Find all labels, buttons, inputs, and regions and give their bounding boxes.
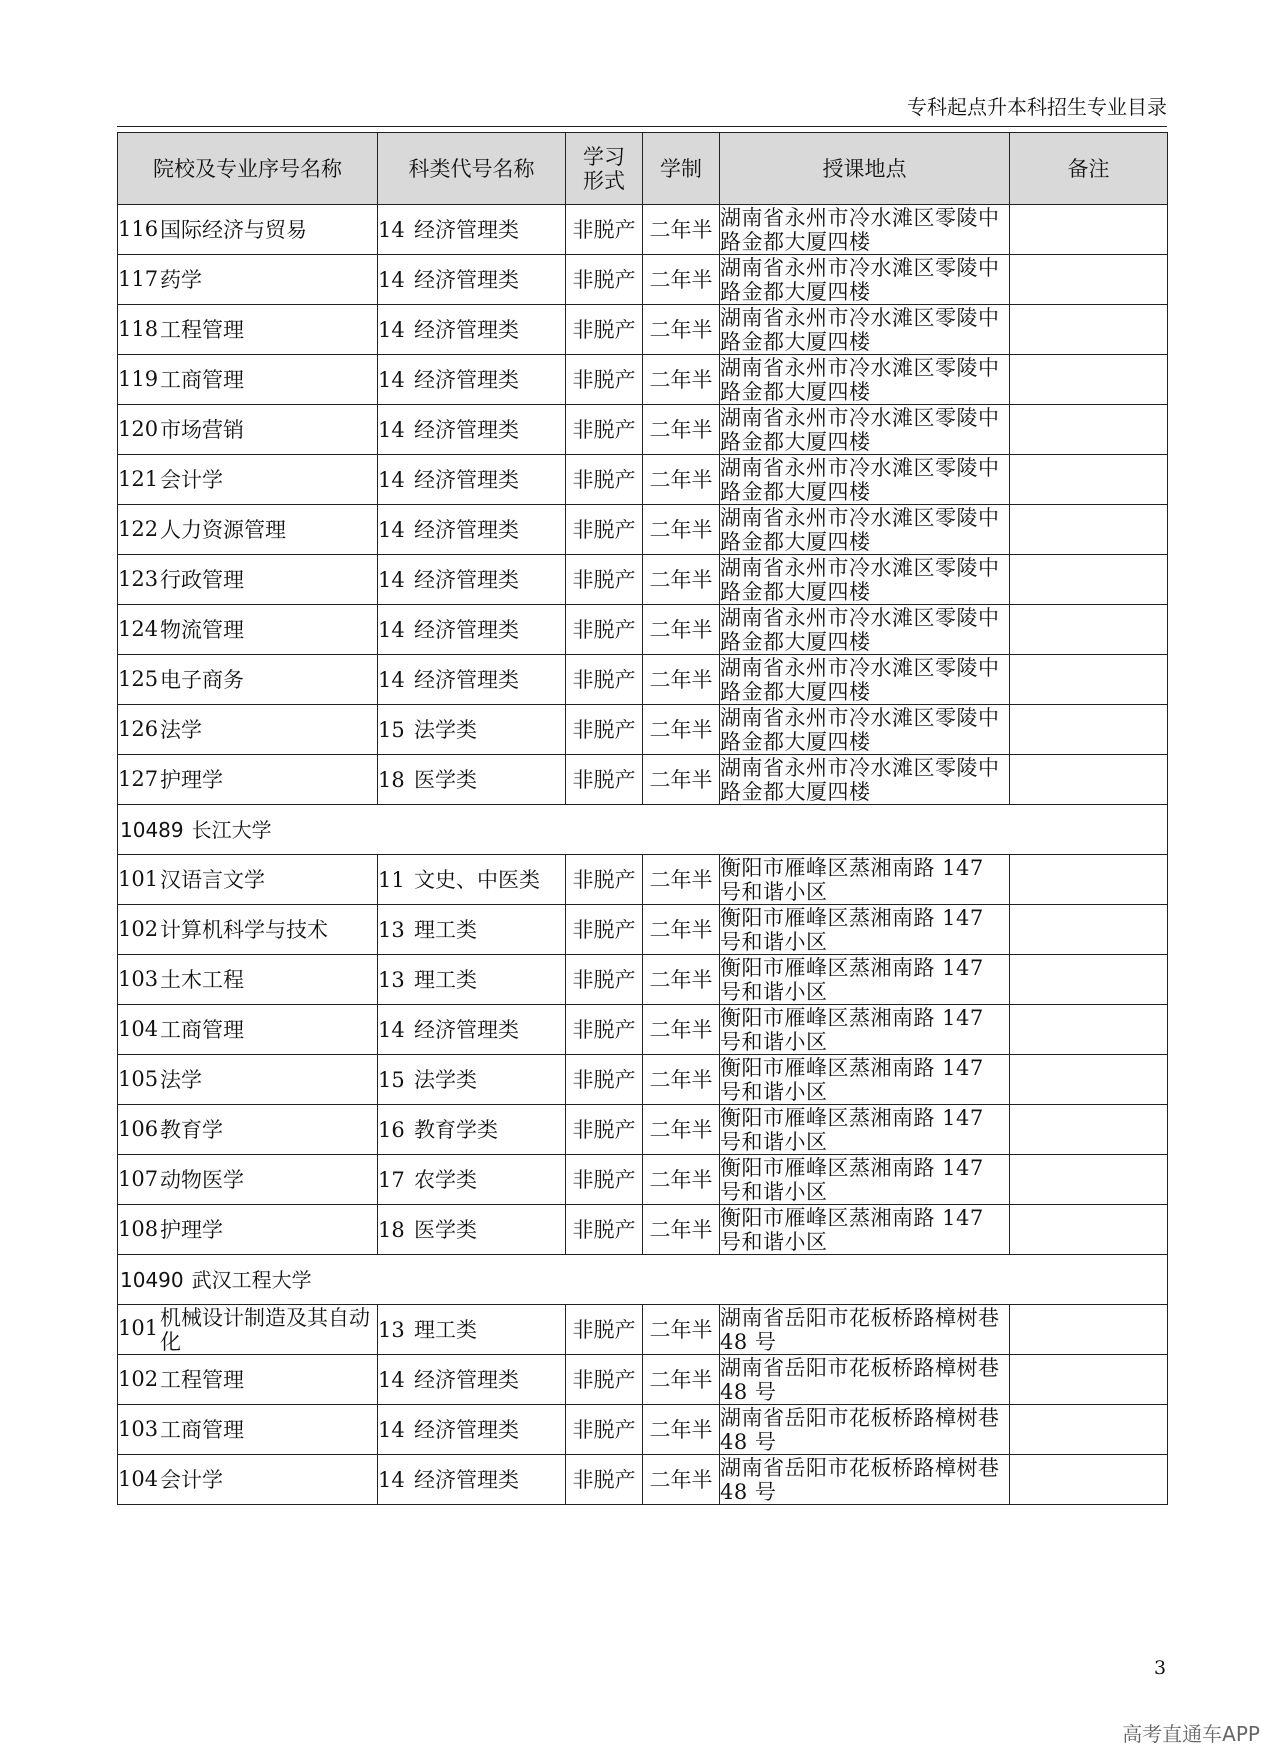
location-cell: 湖南省永州市冷水滩区零陵中路金都大厦四楼 xyxy=(720,305,1010,355)
category-code: 13 xyxy=(378,967,405,992)
major-name: 法学 xyxy=(160,1068,202,1093)
major-number: 124 xyxy=(118,616,159,641)
category-name: 经济管理类 xyxy=(414,1367,519,1392)
category-cell xyxy=(378,205,566,255)
duration-cell: 二年半 xyxy=(643,1005,720,1055)
study-mode-cell: 非脱产 xyxy=(566,355,643,405)
location-cell: 湖南省岳阳市花板桥路樟树巷 48 号 xyxy=(720,1355,1010,1405)
category-code: 11 xyxy=(378,867,405,892)
category-cell xyxy=(378,655,566,705)
table-row xyxy=(118,855,1168,905)
col-header-major: 院校及专业序号名称 xyxy=(118,133,378,205)
duration-cell: 二年半 xyxy=(643,655,720,705)
location-cell: 湖南省永州市冷水滩区零陵中路金都大厦四楼 xyxy=(720,655,1010,705)
study-mode-cell: 非脱产 xyxy=(566,405,643,455)
major-name: 行政管理 xyxy=(160,568,244,593)
category-cell xyxy=(378,1205,566,1255)
category-code: 14 xyxy=(378,1367,405,1392)
category-cell xyxy=(378,505,566,555)
major-number: 116 xyxy=(118,216,159,241)
study-mode-cell: 非脱产 xyxy=(566,955,643,1005)
category-cell xyxy=(378,855,566,905)
category-code: 14 xyxy=(378,517,405,542)
category-name: 经济管理类 xyxy=(414,1467,519,1492)
category-name: 经济管理类 xyxy=(414,517,519,542)
category-name: 法学类 xyxy=(414,717,477,742)
school-row xyxy=(118,805,1168,855)
category-code: 14 xyxy=(378,467,405,492)
study-mode-cell: 非脱产 xyxy=(566,1005,643,1055)
category-cell xyxy=(378,355,566,405)
category-name: 法学类 xyxy=(414,1067,477,1092)
location-cell: 湖南省永州市冷水滩区零陵中路金都大厦四楼 xyxy=(720,205,1010,255)
col-header-location: 授课地点 xyxy=(720,133,1010,205)
major-cell xyxy=(118,705,378,755)
category-name: 理工类 xyxy=(414,917,477,942)
duration-cell: 二年半 xyxy=(643,405,720,455)
major-cell xyxy=(118,1355,378,1405)
category-name: 农学类 xyxy=(414,1167,477,1192)
major-number: 118 xyxy=(118,316,159,341)
notes-cell xyxy=(1010,1105,1168,1155)
col-header-duration: 学制 xyxy=(643,133,720,205)
duration-cell: 二年半 xyxy=(643,855,720,905)
category-name: 经济管理类 xyxy=(414,367,519,392)
table-row xyxy=(118,655,1168,705)
major-number: 104 xyxy=(118,1016,159,1041)
major-cell xyxy=(118,555,378,605)
major-number: 107 xyxy=(118,1166,159,1191)
table-row xyxy=(118,355,1168,405)
category-cell xyxy=(378,1105,566,1155)
major-number: 103 xyxy=(118,966,159,991)
table-row xyxy=(118,255,1168,305)
location-cell: 衡阳市雁峰区蒸湘南路 147 号和谐小区 xyxy=(720,1205,1010,1255)
major-number: 102 xyxy=(118,1366,159,1391)
notes-cell xyxy=(1010,1455,1168,1505)
category-cell xyxy=(378,1455,566,1505)
table-row xyxy=(118,305,1168,355)
duration-cell: 二年半 xyxy=(643,1455,720,1505)
category-cell xyxy=(378,255,566,305)
category-code: 14 xyxy=(378,617,405,642)
major-cell xyxy=(118,505,378,555)
major-number: 123 xyxy=(118,566,159,591)
study-mode-cell: 非脱产 xyxy=(566,905,643,955)
notes-cell xyxy=(1010,1005,1168,1055)
notes-cell xyxy=(1010,855,1168,905)
notes-cell xyxy=(1010,455,1168,505)
major-cell xyxy=(118,1405,378,1455)
category-code: 14 xyxy=(378,317,405,342)
category-code: 14 xyxy=(378,667,405,692)
major-number: 104 xyxy=(118,1466,159,1491)
major-name: 工商管理 xyxy=(160,1418,244,1443)
major-name: 市场营销 xyxy=(160,418,244,443)
major-catalog-table xyxy=(117,132,1168,1505)
col-header-notes: 备注 xyxy=(1010,133,1168,205)
major-cell xyxy=(118,905,378,955)
notes-cell xyxy=(1010,405,1168,455)
major-number: 102 xyxy=(118,916,159,941)
table-row xyxy=(118,1455,1168,1505)
notes-cell xyxy=(1010,355,1168,405)
duration-cell: 二年半 xyxy=(643,355,720,405)
category-name: 文史、中医类 xyxy=(414,867,540,892)
notes-cell xyxy=(1010,1405,1168,1455)
duration-cell: 二年半 xyxy=(643,1055,720,1105)
duration-cell: 二年半 xyxy=(643,305,720,355)
location-cell: 衡阳市雁峰区蒸湘南路 147 号和谐小区 xyxy=(720,855,1010,905)
category-cell xyxy=(378,405,566,455)
major-name: 土木工程 xyxy=(160,968,244,993)
major-cell xyxy=(118,655,378,705)
duration-cell: 二年半 xyxy=(643,555,720,605)
table-row xyxy=(118,605,1168,655)
major-cell xyxy=(118,955,378,1005)
category-code: 14 xyxy=(378,1417,405,1442)
category-cell xyxy=(378,705,566,755)
school-cell xyxy=(118,1255,1168,1305)
major-cell xyxy=(118,455,378,505)
table-row xyxy=(118,1055,1168,1105)
major-cell xyxy=(118,355,378,405)
major-cell xyxy=(118,605,378,655)
major-cell xyxy=(118,1005,378,1055)
category-code: 17 xyxy=(378,1167,405,1192)
category-name: 经济管理类 xyxy=(414,267,519,292)
category-name: 经济管理类 xyxy=(414,417,519,442)
study-mode-cell: 非脱产 xyxy=(566,1355,643,1405)
major-name: 会计学 xyxy=(160,1468,223,1493)
category-cell xyxy=(378,1155,566,1205)
notes-cell xyxy=(1010,255,1168,305)
study-mode-cell: 非脱产 xyxy=(566,605,643,655)
category-cell xyxy=(378,1055,566,1105)
location-cell: 湖南省永州市冷水滩区零陵中路金都大厦四楼 xyxy=(720,755,1010,805)
study-mode-cell: 非脱产 xyxy=(566,1055,643,1105)
location-cell: 衡阳市雁峰区蒸湘南路 147 号和谐小区 xyxy=(720,1055,1010,1105)
major-name: 动物医学 xyxy=(160,1168,244,1193)
major-cell xyxy=(118,205,378,255)
category-code: 15 xyxy=(378,717,405,742)
major-number: 105 xyxy=(118,1066,159,1091)
category-cell xyxy=(378,1005,566,1055)
location-cell: 湖南省永州市冷水滩区零陵中路金都大厦四楼 xyxy=(720,705,1010,755)
category-name: 经济管理类 xyxy=(414,567,519,592)
major-name: 电子商务 xyxy=(160,668,244,693)
major-number: 103 xyxy=(118,1416,159,1441)
school-name: 武汉工程大学 xyxy=(191,1267,312,1292)
category-code: 14 xyxy=(378,267,405,292)
notes-cell xyxy=(1010,1305,1168,1355)
major-name: 国际经济与贸易 xyxy=(160,218,307,243)
notes-cell xyxy=(1010,1355,1168,1405)
school-name: 长江大学 xyxy=(191,817,272,842)
table-row xyxy=(118,455,1168,505)
category-code: 14 xyxy=(378,567,405,592)
location-cell: 湖南省永州市冷水滩区零陵中路金都大厦四楼 xyxy=(720,505,1010,555)
school-row xyxy=(118,1255,1168,1305)
notes-cell xyxy=(1010,655,1168,705)
notes-cell xyxy=(1010,605,1168,655)
study-mode-cell: 非脱产 xyxy=(566,755,643,805)
category-code: 14 xyxy=(378,1017,405,1042)
major-cell xyxy=(118,1105,378,1155)
study-mode-cell: 非脱产 xyxy=(566,1105,643,1155)
col-header-category: 科类代号名称 xyxy=(378,133,566,205)
table-row xyxy=(118,1005,1168,1055)
category-name: 经济管理类 xyxy=(414,667,519,692)
table-row xyxy=(118,1205,1168,1255)
study-mode-cell: 非脱产 xyxy=(566,655,643,705)
major-name: 物流管理 xyxy=(160,618,244,643)
category-cell xyxy=(378,1305,566,1355)
major-name: 汉语言文学 xyxy=(160,868,265,893)
notes-cell xyxy=(1010,955,1168,1005)
major-cell xyxy=(118,1155,378,1205)
major-name: 工程管理 xyxy=(160,318,244,343)
category-cell xyxy=(378,555,566,605)
col-header-study-mode xyxy=(566,133,643,205)
study-mode-cell: 非脱产 xyxy=(566,455,643,505)
category-name: 理工类 xyxy=(414,1317,477,1342)
study-mode-cell: 非脱产 xyxy=(566,555,643,605)
notes-cell xyxy=(1010,305,1168,355)
study-mode-cell: 非脱产 xyxy=(566,205,643,255)
page-number: 3 xyxy=(1154,1657,1167,1679)
duration-cell: 二年半 xyxy=(643,1355,720,1405)
major-name: 工程管理 xyxy=(160,1368,244,1393)
location-cell: 湖南省永州市冷水滩区零陵中路金都大厦四楼 xyxy=(720,255,1010,305)
table-row xyxy=(118,1155,1168,1205)
duration-cell: 二年半 xyxy=(643,1105,720,1155)
major-cell xyxy=(118,405,378,455)
table-row xyxy=(118,755,1168,805)
table-row xyxy=(118,1105,1168,1155)
notes-cell xyxy=(1010,555,1168,605)
table-row xyxy=(118,1305,1168,1355)
notes-cell xyxy=(1010,205,1168,255)
major-number: 127 xyxy=(118,766,159,791)
category-cell xyxy=(378,605,566,655)
category-name: 经济管理类 xyxy=(414,617,519,642)
major-number: 120 xyxy=(118,416,159,441)
major-name: 人力资源管理 xyxy=(160,518,286,543)
category-code: 14 xyxy=(378,417,405,442)
table-row xyxy=(118,1405,1168,1455)
category-code: 15 xyxy=(378,1067,405,1092)
duration-cell: 二年半 xyxy=(643,755,720,805)
notes-cell xyxy=(1010,505,1168,555)
notes-cell xyxy=(1010,755,1168,805)
category-code: 18 xyxy=(378,767,405,792)
category-code: 14 xyxy=(378,217,405,242)
watermark: 高考直通车APP xyxy=(1122,1722,1260,1746)
duration-cell: 二年半 xyxy=(643,1155,720,1205)
duration-cell: 二年半 xyxy=(643,205,720,255)
study-mode-cell: 非脱产 xyxy=(566,855,643,905)
page-header-title: 专科起点升本科招生专业目录 xyxy=(907,95,1167,119)
major-name: 工商管理 xyxy=(160,368,244,393)
location-cell: 湖南省永州市冷水滩区零陵中路金都大厦四楼 xyxy=(720,455,1010,505)
major-name: 教育学 xyxy=(160,1118,223,1143)
table-row xyxy=(118,205,1168,255)
category-code: 16 xyxy=(378,1117,405,1142)
study-mode-cell: 非脱产 xyxy=(566,705,643,755)
major-number: 101 xyxy=(118,866,159,891)
study-mode-cell: 非脱产 xyxy=(566,1455,643,1505)
category-cell xyxy=(378,1355,566,1405)
school-cell xyxy=(118,805,1168,855)
location-cell: 衡阳市雁峰区蒸湘南路 147 号和谐小区 xyxy=(720,955,1010,1005)
major-name: 药学 xyxy=(160,268,202,293)
location-cell: 衡阳市雁峰区蒸湘南路 147 号和谐小区 xyxy=(720,905,1010,955)
duration-cell: 二年半 xyxy=(643,1205,720,1255)
study-mode-cell: 非脱产 xyxy=(566,505,643,555)
major-cell xyxy=(118,255,378,305)
major-cell xyxy=(118,1055,378,1105)
major-name: 计算机科学与技术 xyxy=(160,918,328,943)
table-row xyxy=(118,1355,1168,1405)
category-cell xyxy=(378,755,566,805)
category-name: 经济管理类 xyxy=(414,217,519,242)
duration-cell: 二年半 xyxy=(643,605,720,655)
category-code: 13 xyxy=(378,1317,405,1342)
study-mode-cell: 非脱产 xyxy=(566,1305,643,1355)
major-number: 119 xyxy=(118,366,159,391)
major-cell xyxy=(118,855,378,905)
location-cell: 湖南省岳阳市花板桥路樟树巷 48 号 xyxy=(720,1455,1010,1505)
category-cell xyxy=(378,455,566,505)
location-cell: 衡阳市雁峰区蒸湘南路 147 号和谐小区 xyxy=(720,1105,1010,1155)
major-number: 122 xyxy=(118,516,159,541)
table-row xyxy=(118,955,1168,1005)
major-number: 125 xyxy=(118,666,159,691)
major-number: 121 xyxy=(118,466,159,491)
col-header-study-mode-line2: 形式 xyxy=(583,168,625,193)
major-number: 101 xyxy=(118,1316,159,1340)
table-row xyxy=(118,505,1168,555)
category-name: 经济管理类 xyxy=(414,1417,519,1442)
table-row xyxy=(118,555,1168,605)
category-code: 18 xyxy=(378,1217,405,1242)
category-cell xyxy=(378,905,566,955)
table-header-row xyxy=(118,133,1168,205)
major-cell xyxy=(118,755,378,805)
school-code: 10489 xyxy=(120,817,184,842)
table-row xyxy=(118,405,1168,455)
duration-cell: 二年半 xyxy=(643,505,720,555)
category-name: 教育学类 xyxy=(414,1117,498,1142)
school-code: 10490 xyxy=(120,1267,184,1292)
category-name: 理工类 xyxy=(414,967,477,992)
major-name: 护理学 xyxy=(160,1218,223,1243)
page-header xyxy=(117,94,1167,127)
notes-cell xyxy=(1010,1205,1168,1255)
table-row xyxy=(118,905,1168,955)
location-cell: 衡阳市雁峰区蒸湘南路 147 号和谐小区 xyxy=(720,1155,1010,1205)
location-cell: 衡阳市雁峰区蒸湘南路 147 号和谐小区 xyxy=(720,1005,1010,1055)
major-name: 机械设计制造及其自动化 xyxy=(160,1305,370,1354)
major-cell xyxy=(118,1205,378,1255)
major-name: 护理学 xyxy=(160,768,223,793)
location-cell: 湖南省岳阳市花板桥路樟树巷 48 号 xyxy=(720,1405,1010,1455)
notes-cell xyxy=(1010,705,1168,755)
major-cell xyxy=(118,305,378,355)
duration-cell: 二年半 xyxy=(643,955,720,1005)
category-cell xyxy=(378,1405,566,1455)
location-cell: 湖南省岳阳市花板桥路樟树巷 48 号 xyxy=(720,1305,1010,1355)
location-cell: 湖南省永州市冷水滩区零陵中路金都大厦四楼 xyxy=(720,355,1010,405)
study-mode-cell: 非脱产 xyxy=(566,255,643,305)
major-cell xyxy=(118,1455,378,1505)
study-mode-cell: 非脱产 xyxy=(566,1405,643,1455)
major-number: 108 xyxy=(118,1216,159,1241)
location-cell: 湖南省永州市冷水滩区零陵中路金都大厦四楼 xyxy=(720,605,1010,655)
major-name: 法学 xyxy=(160,718,202,743)
duration-cell: 二年半 xyxy=(643,255,720,305)
major-number: 126 xyxy=(118,716,159,741)
study-mode-cell: 非脱产 xyxy=(566,1155,643,1205)
study-mode-cell: 非脱产 xyxy=(566,1205,643,1255)
notes-cell xyxy=(1010,905,1168,955)
col-header-study-mode-line1: 学习 xyxy=(583,144,625,169)
category-name: 经济管理类 xyxy=(414,467,519,492)
notes-cell xyxy=(1010,1155,1168,1205)
duration-cell: 二年半 xyxy=(643,905,720,955)
duration-cell: 二年半 xyxy=(643,1305,720,1355)
category-cell xyxy=(378,955,566,1005)
category-name: 经济管理类 xyxy=(414,1017,519,1042)
table-row xyxy=(118,705,1168,755)
notes-cell xyxy=(1010,1055,1168,1105)
category-name: 医学类 xyxy=(414,1217,477,1242)
category-name: 经济管理类 xyxy=(414,317,519,342)
table-body xyxy=(118,205,1168,1505)
major-number: 117 xyxy=(118,266,159,291)
major-cell xyxy=(118,1305,378,1355)
category-cell xyxy=(378,305,566,355)
location-cell: 湖南省永州市冷水滩区零陵中路金都大厦四楼 xyxy=(720,555,1010,605)
category-code: 13 xyxy=(378,917,405,942)
category-code: 14 xyxy=(378,367,405,392)
category-name: 医学类 xyxy=(414,767,477,792)
major-name: 工商管理 xyxy=(160,1018,244,1043)
major-name: 会计学 xyxy=(160,468,223,493)
duration-cell: 二年半 xyxy=(643,455,720,505)
duration-cell: 二年半 xyxy=(643,1405,720,1455)
major-number: 106 xyxy=(118,1116,159,1141)
study-mode-cell: 非脱产 xyxy=(566,305,643,355)
duration-cell: 二年半 xyxy=(643,705,720,755)
category-code: 14 xyxy=(378,1467,405,1492)
location-cell: 湖南省永州市冷水滩区零陵中路金都大厦四楼 xyxy=(720,405,1010,455)
